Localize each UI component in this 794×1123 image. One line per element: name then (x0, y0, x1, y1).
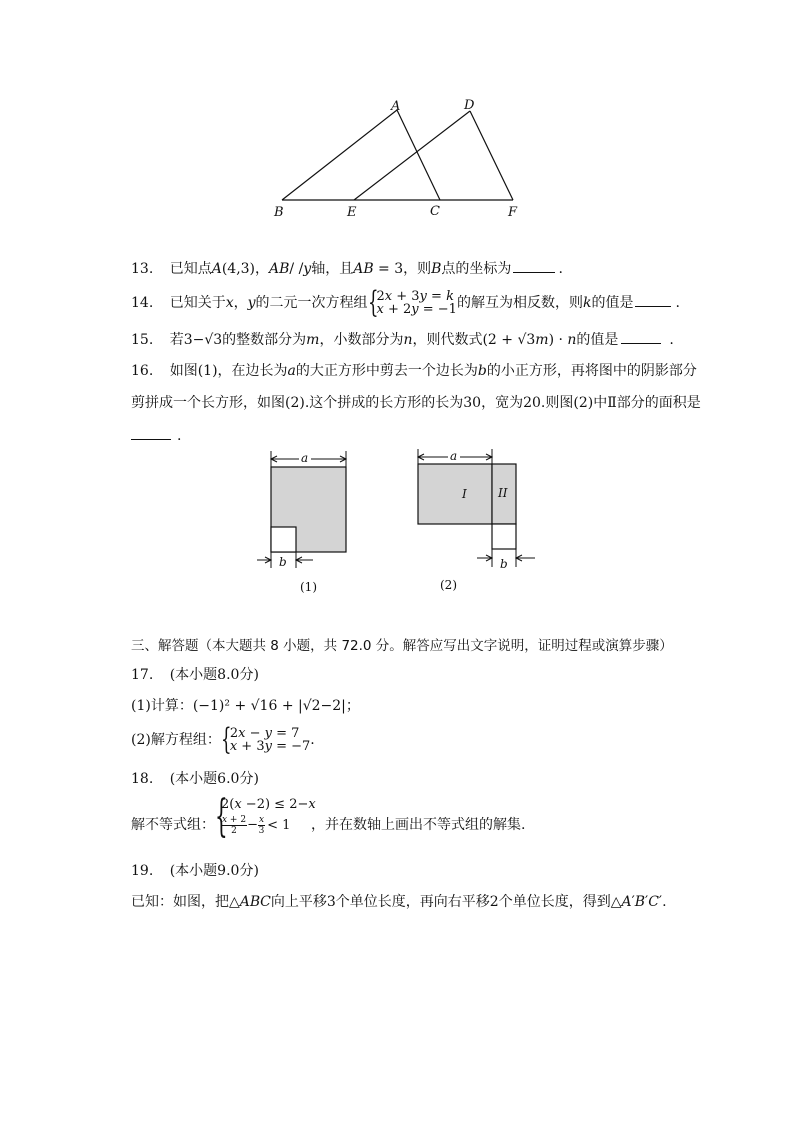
question-16-line-2 (131, 394, 701, 412)
question-14 (131, 285, 680, 320)
squares-figure (255, 445, 555, 605)
equation-2: 𝑥 + 3𝑦 = −7 (229, 739, 311, 754)
point-label-f: F (508, 205, 518, 220)
question-number: 18. (131, 771, 154, 787)
answer-blank[interactable] (513, 258, 555, 273)
answer-blank[interactable] (131, 425, 171, 440)
question-number: 19. (131, 863, 154, 879)
label-b: b (500, 557, 508, 571)
question-16-line-1 (131, 362, 697, 380)
small-square (492, 524, 516, 549)
equation-system: { 2𝑥 − 𝑦 = 7 𝑥 + 3𝑦 = −7 (220, 722, 311, 757)
question-15 (131, 329, 674, 349)
question-number: 15. (131, 332, 154, 348)
caption-1: (1) (300, 580, 317, 594)
part-2-label: (2)解方程组： (131, 732, 221, 748)
question-number: 13. (131, 261, 154, 277)
question-13 (131, 258, 563, 278)
question-16-line-3 (131, 425, 181, 445)
equation-2: 𝑥 + 2𝑦 = −1 (376, 302, 457, 317)
question-17-part-1: (1)计算：(−1)² + √16 + |√2−2|； (131, 698, 360, 714)
question-end: . (669, 332, 674, 348)
caption-2: (2) (440, 578, 457, 592)
question-19-text: 已知：如图，把△𝐴𝐵𝐶向上平移3个单位长度，再向右平移2个单位长度，得到△𝐴′𝐵′𝐶′. (131, 894, 667, 910)
fraction-2-numerator: 𝑥 (258, 815, 265, 825)
fraction-1-numerator: 𝑥 + 2 (222, 815, 247, 825)
inequality-system: { 2(𝑥 −2) ≤ 2−𝑥 𝑥 + 2 2 − 𝑥 3 < 1 (215, 791, 316, 842)
question-score: (本小题8.0分) (169, 667, 259, 683)
question-19-header (131, 862, 259, 880)
region-label-1: I (462, 487, 467, 501)
fraction-1-denominator: 2 (231, 826, 237, 836)
question-number: 16. (131, 363, 154, 379)
figure-2 (418, 449, 535, 592)
inequality-2: 𝑥 + 2 2 − 𝑥 3 < 1 (222, 815, 291, 836)
segment-df (470, 111, 513, 200)
question-end: . (310, 732, 315, 748)
question-text: 已知点𝐴(4,3)，𝐴𝐵/ /𝑦轴，且𝐴𝐵 = 3，则𝐵点的坐标为 (169, 261, 512, 277)
rectangle-region-1 (418, 464, 492, 524)
section-title: 三、解答题（本大题共 8 小题，共 72.0 分。解答应写出文字说明，证明过程或演算步骤） (131, 638, 673, 654)
fraction-2-denominator: 3 (258, 826, 265, 836)
question-end: . (177, 428, 182, 444)
question-18-header (131, 770, 259, 788)
question-17-part-2 (131, 722, 315, 757)
question-17-header (131, 666, 259, 684)
point-label-a: A (391, 99, 401, 114)
segment-ac (397, 110, 440, 200)
triangle-figure (270, 95, 530, 225)
equation-system: { 2𝑥 + 3𝑦 = 𝑘 𝑥 + 2𝑦 = −1 (367, 285, 457, 320)
question-text-pre: 已知关于𝑥，𝑦的二元一次方程组 (169, 295, 368, 311)
equation-1: 2𝑥 − 𝑦 = 7 (229, 726, 300, 741)
inequality-2-tail: < 1 (267, 817, 291, 833)
region-label-2: II (498, 486, 508, 500)
segment-ed (354, 111, 470, 200)
point-label-d: D (464, 98, 475, 113)
question-text-post: 的解互为相反数，则𝑘的值是 (456, 295, 634, 311)
question-text: 若3−√3的整数部分为𝑚，小数部分为𝑛，则代数式(2 + √3𝑚) · 𝑛的值是 (169, 332, 619, 348)
question-number: 14. (131, 295, 154, 311)
question-end: . (558, 261, 563, 277)
equation-1: 2𝑥 + 3𝑦 = 𝑘 (376, 289, 454, 304)
answer-blank[interactable] (621, 329, 661, 344)
question-text-pre: 解不等式组： (131, 817, 215, 833)
question-text-post: ，并在数轴上画出不等式组的解集. (311, 817, 526, 833)
small-square-cut (271, 527, 296, 552)
question-end: . (675, 295, 680, 311)
inequality-1: 2(𝑥 −2) ≤ 2−𝑥 (221, 797, 316, 812)
label-a: a (450, 449, 458, 463)
label-a: a (301, 451, 309, 465)
point-label-e: E (347, 205, 357, 220)
question-score: (本小题6.0分) (169, 771, 259, 787)
question-text: 剪拼成一个长方形，如图(2).这个拼成的长方形的长为30，宽为20.则图(2)中Ⅱ部分的面积是 (131, 395, 701, 411)
segment-ab (282, 110, 397, 200)
figure-1 (257, 451, 346, 594)
question-text: 如图(1)，在边长为𝑎的大正方形中剪去一个边长为𝑏的小正方形，再将图中的阴影部分 (169, 363, 697, 379)
question-number: 17. (131, 667, 154, 683)
answer-blank[interactable] (635, 292, 671, 307)
point-label-c: C (430, 204, 440, 219)
question-score: (本小题9.0分) (169, 863, 259, 879)
label-b: b (279, 555, 287, 569)
point-label-b: B (274, 205, 284, 220)
